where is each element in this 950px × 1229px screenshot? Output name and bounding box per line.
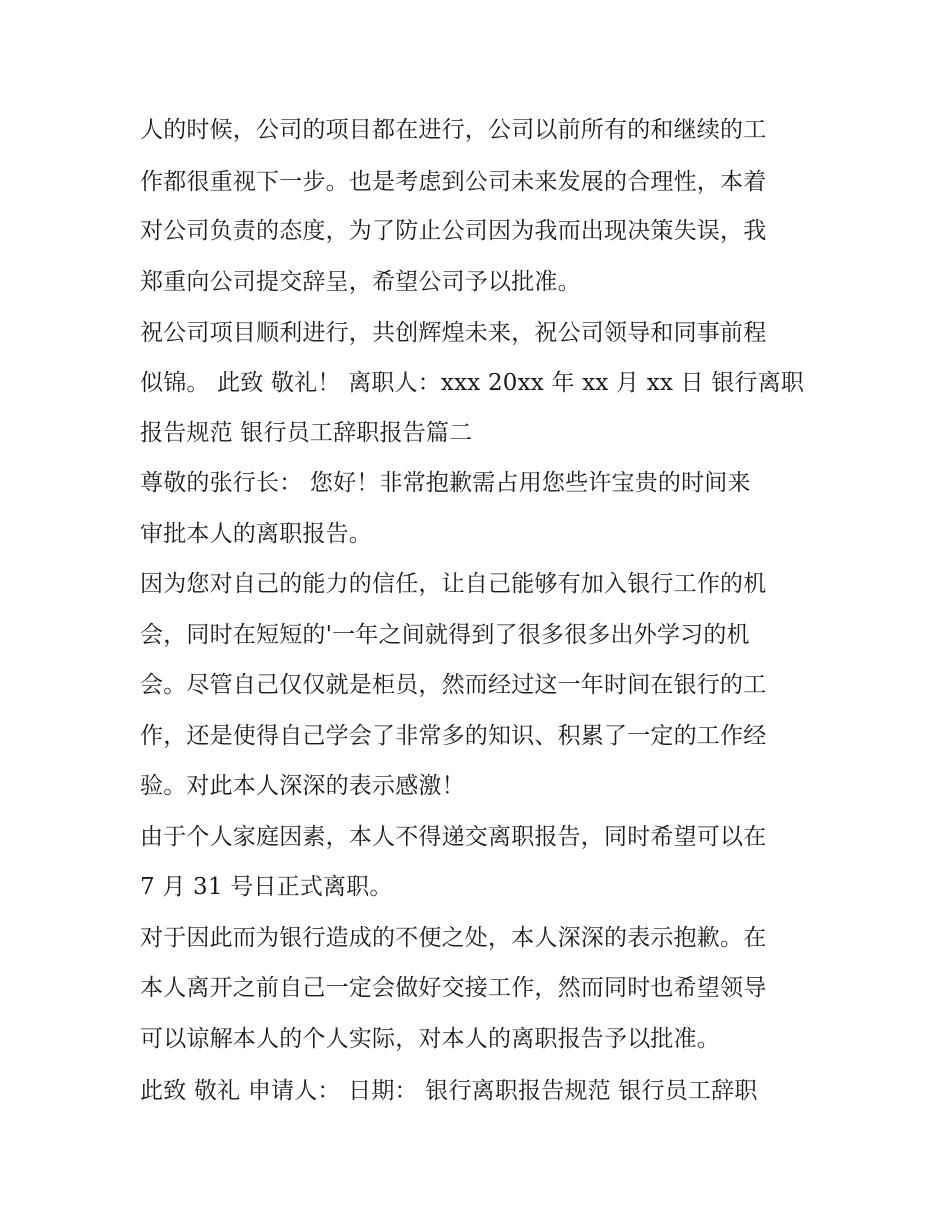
text-line: 对公司负责的态度，为了防止公司因为我而出现决策失误，我	[140, 218, 767, 244]
text-line: 作，还是使得自己学会了非常多的知识、积累了一定的工作经	[140, 723, 767, 749]
text-line: 作都很重视下一步。也是考虑到公司未来发展的合理性，本着	[140, 169, 767, 195]
text-line: 人的时候，公司的项目都在进行，公司以前所有的和继续的工	[140, 117, 767, 143]
text-line: 可以谅解本人的个人实际，对本人的离职报告予以批准。	[140, 1026, 720, 1052]
text-line: 郑重向公司提交辞呈，希望公司予以批准。	[140, 269, 581, 295]
text-line: 因为您对自己的能力的信任，让自己能够有加入银行工作的机	[140, 571, 767, 597]
text-line: 对于因此而为银行造成的不便之处，本人深深的表示抱歉。在	[140, 925, 767, 951]
text-line: 审批本人的离职报告。	[140, 521, 372, 547]
text-line: 会，同时在短短的'一年之间就得到了很多很多出外学习的机	[140, 622, 750, 648]
text-line: 验。对此本人深深的表示感激！	[140, 773, 465, 799]
text-line: 报告规范 银行员工辞职报告篇二	[140, 420, 473, 446]
text-line: 7 月 31 号日正式离职。	[140, 874, 393, 900]
text-line: 似锦。 此致 敬礼！ 离职人：xxx 20xx 年 xx 月 xx 日 银行离职	[140, 370, 805, 396]
text-line: 由于个人家庭因素，本人不得递交离职报告，同时希望可以在	[140, 824, 767, 850]
text-line: 尊敬的张行长： 您好！非常抱歉需占用您些许宝贵的时间来	[140, 470, 751, 496]
text-line: 会。尽管自己仅仅就是柜员，然而经过这一年时间在银行的工	[140, 672, 767, 698]
text-line: 祝公司项目顺利进行，共创辉煌未来，祝公司领导和同事前程	[140, 320, 767, 346]
text-line: 此致 敬礼 申请人： 日期： 银行离职报告规范 银行员工辞职	[140, 1078, 758, 1104]
text-line: 本人离开之前自己一定会做好交接工作，然而同时也希望领导	[140, 975, 767, 1001]
